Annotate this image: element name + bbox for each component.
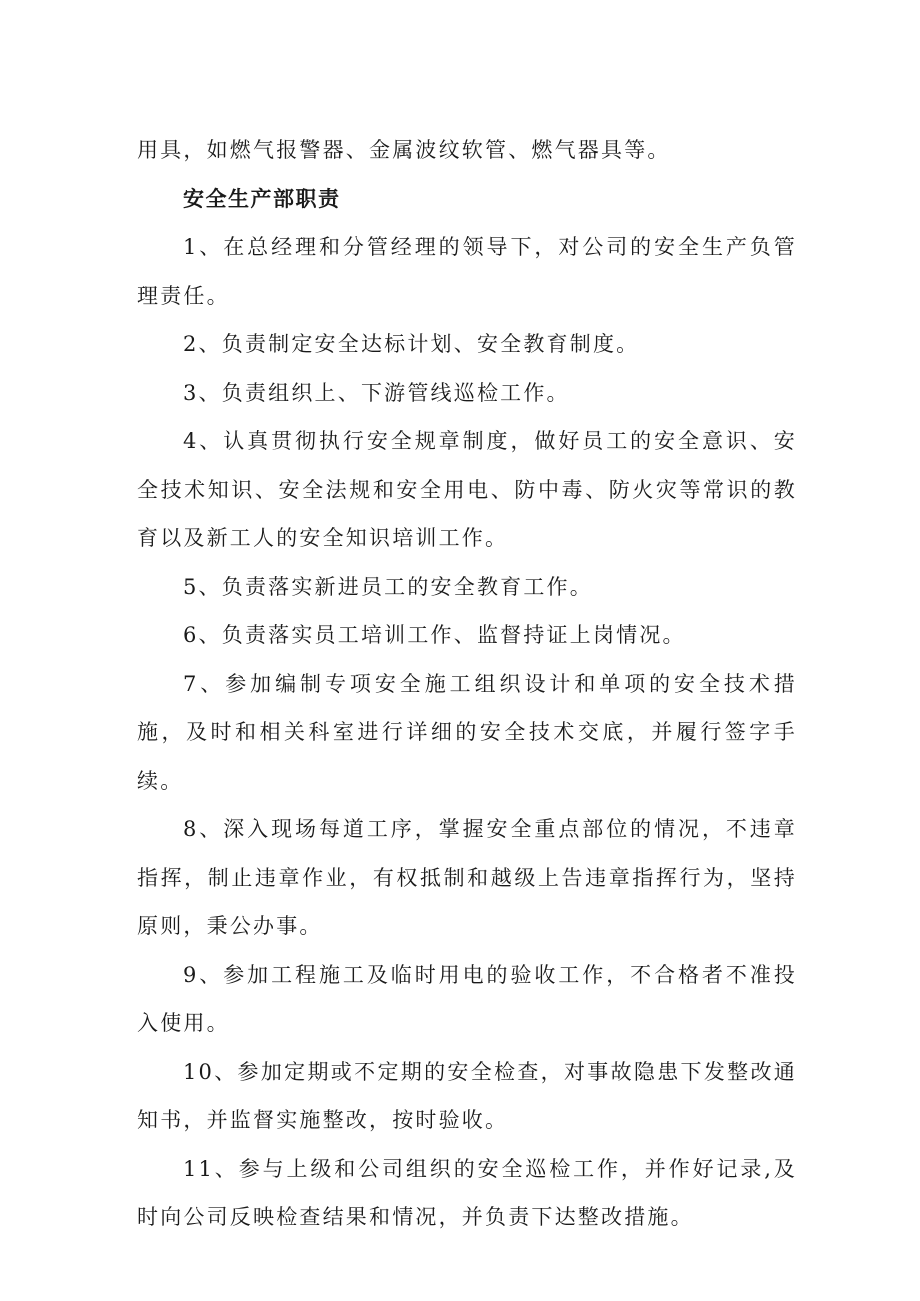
duty-item-7: 7、参加编制专项安全施工组织设计和单项的安全技术措施，及时和相关科室进行详细的安全技术交底，并履行签字手续。	[137, 671, 797, 793]
duty-item-11: 11、参与上级和公司组织的安全巡检工作，并作好记录,及时向公司反映检查结果和情况，并负责下达整改措施。	[137, 1156, 797, 1229]
section-heading: 安全生产部职责	[183, 186, 341, 211]
continuation-paragraph: 用具，如燃气报警器、金属波纹软管、燃气器具等。	[137, 138, 671, 162]
duty-item-6: 6、负责落实员工培训工作、监督持证上岗情况。	[183, 623, 686, 647]
duty-item-10: 10、参加定期或不定期的安全检查，对事故隐患下发整改通知书，并监督实施整改，按时验收。	[137, 1059, 797, 1132]
document-body	[137, 126, 797, 1242]
duty-item-3: 3、负责组织上、下游管线巡检工作。	[183, 380, 570, 405]
duty-item-4: 4、认真贯彻执行安全规章制度，做好员工的安全意识、安全技术知识、安全法规和安全用电、防中毒、防火灾等常识的教育以及新工人的安全知识培训工作。	[137, 429, 797, 550]
duty-item-5: 5、负责落实新进员工的安全教育工作。	[183, 574, 593, 599]
duty-item-1: 1、在总经理和分管经理的领导下，对公司的安全生产负管理责任。	[137, 235, 797, 308]
duty-item-8: 8、深入现场每道工序，掌握安全重点部位的情况，不违章指挥，制止违章作业，有权抵制和越级上告违章指挥行为，坚持原则，秉公办事。	[137, 817, 797, 938]
duty-item-9: 9、参加工程施工及临时用电的验收工作，不合格者不准投入使用。	[137, 962, 797, 1035]
duty-item-2: 2、负责制定安全达标计划、安全教育制度。	[183, 332, 640, 356]
